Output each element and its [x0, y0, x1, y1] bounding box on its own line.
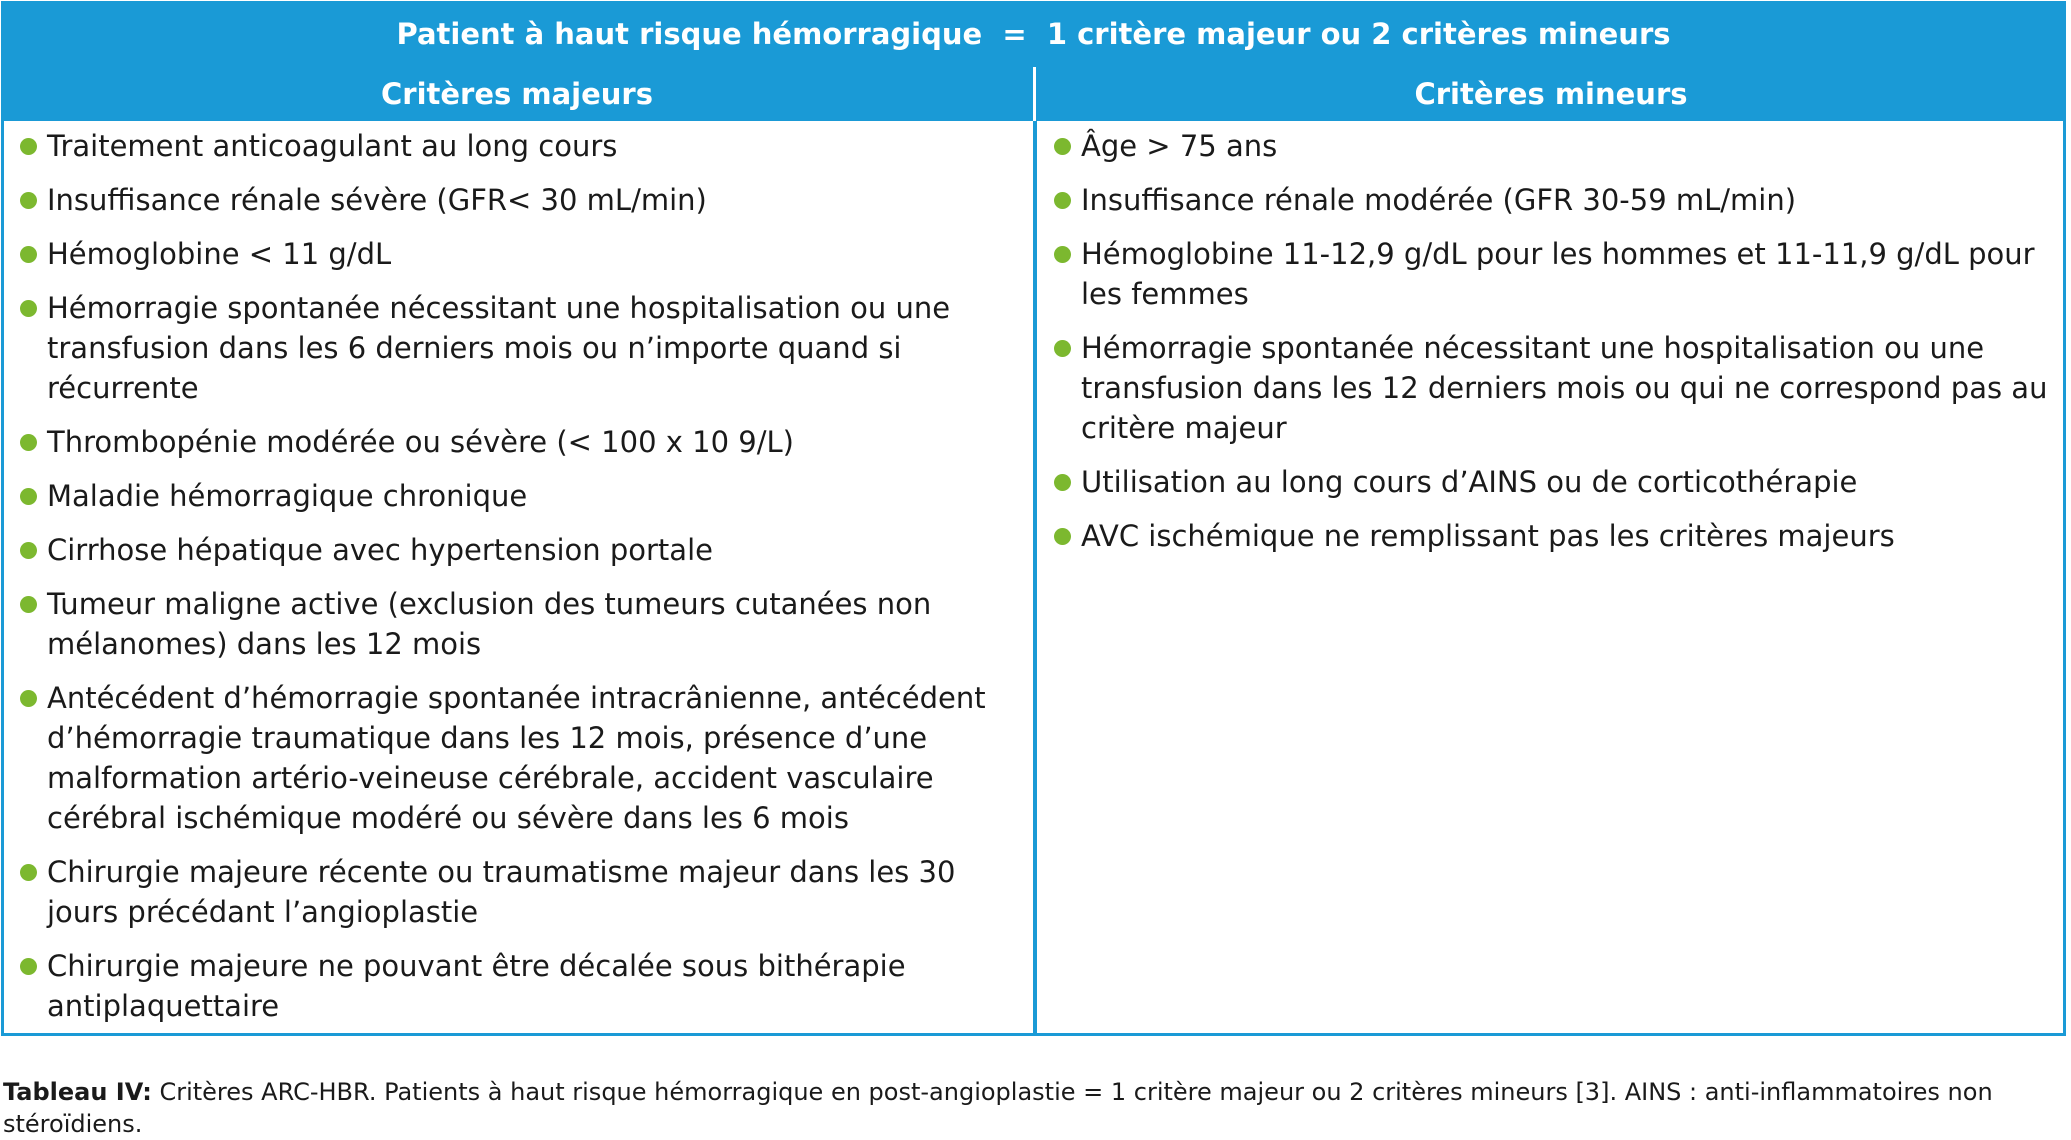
major-criterion-item-text: Hémorragie spontanée nécessitant une hospitalisation ou une transfusion dans les 6 derniers mois ou n’importe quand si récurrente: [47, 291, 951, 405]
bullet-icon: [20, 138, 37, 155]
bullet-icon: [1054, 138, 1071, 155]
major-criteria-header-label: Critères majeurs: [381, 77, 653, 111]
table-caption: [3, 1076, 2063, 1140]
major-criterion-item: [18, 234, 1018, 274]
minor-criterion-item: [1052, 462, 2057, 502]
major-criterion-item-text: Maladie hémorragique chronique: [47, 479, 528, 513]
major-criterion-item: [18, 476, 1018, 516]
table-title-banner: [1, 1, 2066, 67]
minor-criterion-item-text: Âge > 75 ans: [1081, 129, 1278, 163]
major-criterion-item: [18, 678, 1018, 838]
bullet-icon: [1054, 246, 1071, 263]
bullet-icon: [1054, 192, 1071, 209]
bullet-icon: [20, 434, 37, 451]
major-criterion-item-text: Cirrhose hépatique avec hypertension portale: [47, 533, 713, 567]
minor-criterion-item-text: Insuffisance rénale modérée (GFR 30-59 mL/min): [1081, 183, 1797, 217]
minor-criteria-list: [1052, 126, 2057, 570]
table-title: Patient à haut risque hémorragique = 1 critère majeur ou 2 critères mineurs: [396, 17, 1671, 51]
major-criterion-item: [18, 422, 1018, 462]
major-criterion-item: [18, 530, 1018, 570]
major-criterion-item: [18, 584, 1018, 664]
minor-criterion-item: [1052, 126, 2057, 166]
major-criterion-item: [18, 126, 1018, 166]
major-criteria-list: [18, 126, 1018, 1040]
major-criterion-item: [18, 946, 1018, 1026]
caption-label: Tableau IV:: [3, 1078, 152, 1106]
bullet-icon: [20, 542, 37, 559]
minor-criterion-item: [1052, 516, 2057, 556]
bullet-icon: [20, 488, 37, 505]
minor-criterion-item-text: Utilisation au long cours d’AINS ou de corticothérapie: [1081, 465, 1858, 499]
minor-criteria-header: [1036, 67, 2066, 121]
minor-criteria-header-label: Critères mineurs: [1414, 77, 1688, 111]
minor-criterion-item: [1052, 328, 2057, 448]
bullet-icon: [20, 246, 37, 263]
minor-criterion-item: [1052, 180, 2057, 220]
bullet-icon: [20, 690, 37, 707]
major-criterion-item: [18, 288, 1018, 408]
major-criterion-item-text: Chirurgie majeure récente ou traumatisme majeur dans les 30 jours précédant l’angioplastie: [47, 855, 956, 929]
bullet-icon: [20, 958, 37, 975]
major-criterion-item-text: Hémoglobine < 11 g/dL: [47, 237, 392, 271]
major-criterion-item-text: Insuffisance rénale sévère (GFR< 30 mL/min): [47, 183, 707, 217]
major-criterion-item-text: Thrombopénie modérée ou sévère (< 100 x 10 9/L): [47, 425, 794, 459]
bullet-icon: [20, 300, 37, 317]
bullet-icon: [1054, 340, 1071, 357]
minor-criterion-item-text: Hémorragie spontanée nécessitant une hospitalisation ou une transfusion dans les 12 derniers mois ou qui ne correspond pas au critère majeur: [1081, 331, 2048, 445]
bullet-icon: [1054, 528, 1071, 545]
minor-criterion-item-text: AVC ischémique ne remplissant pas les critères majeurs: [1081, 519, 1895, 553]
caption-text: Critères ARC-HBR. Patients à haut risque hémorragique en post-angioplastie = 1 critère majeur ou 2 critères mineurs [3]. AINS : anti-inflammatoires non stéroïdiens.: [3, 1078, 1993, 1138]
major-criterion-item-text: Chirurgie majeure ne pouvant être décalée sous bithérapie antiplaquettaire: [47, 949, 906, 1023]
minor-criterion-item: [1052, 234, 2057, 314]
bullet-icon: [20, 596, 37, 613]
bullet-icon: [1054, 474, 1071, 491]
major-criterion-item-text: Traitement anticoagulant au long cours: [47, 129, 618, 163]
major-criterion-item-text: Antécédent d’hémorragie spontanée intracrânienne, antécédent d’hémorragie traumatique dans les 12 mois, présence d’une malformation artério-veineuse cérébrale, accident vasculaire cérébral ischémique modéré ou sévère dans les 6 mois: [47, 681, 986, 835]
bullet-icon: [20, 864, 37, 881]
major-criterion-item: [18, 180, 1018, 220]
minor-criterion-item-text: Hémoglobine 11-12,9 g/dL pour les hommes et 11-11,9 g/dL pour les femmes: [1081, 237, 2035, 311]
major-criterion-item: [18, 852, 1018, 932]
bullet-icon: [20, 192, 37, 209]
column-divider: [1033, 121, 1037, 1036]
major-criteria-header: [1, 67, 1033, 121]
major-criterion-item-text: Tumeur maligne active (exclusion des tumeurs cutanées non mélanomes) dans les 12 mois: [47, 587, 932, 661]
